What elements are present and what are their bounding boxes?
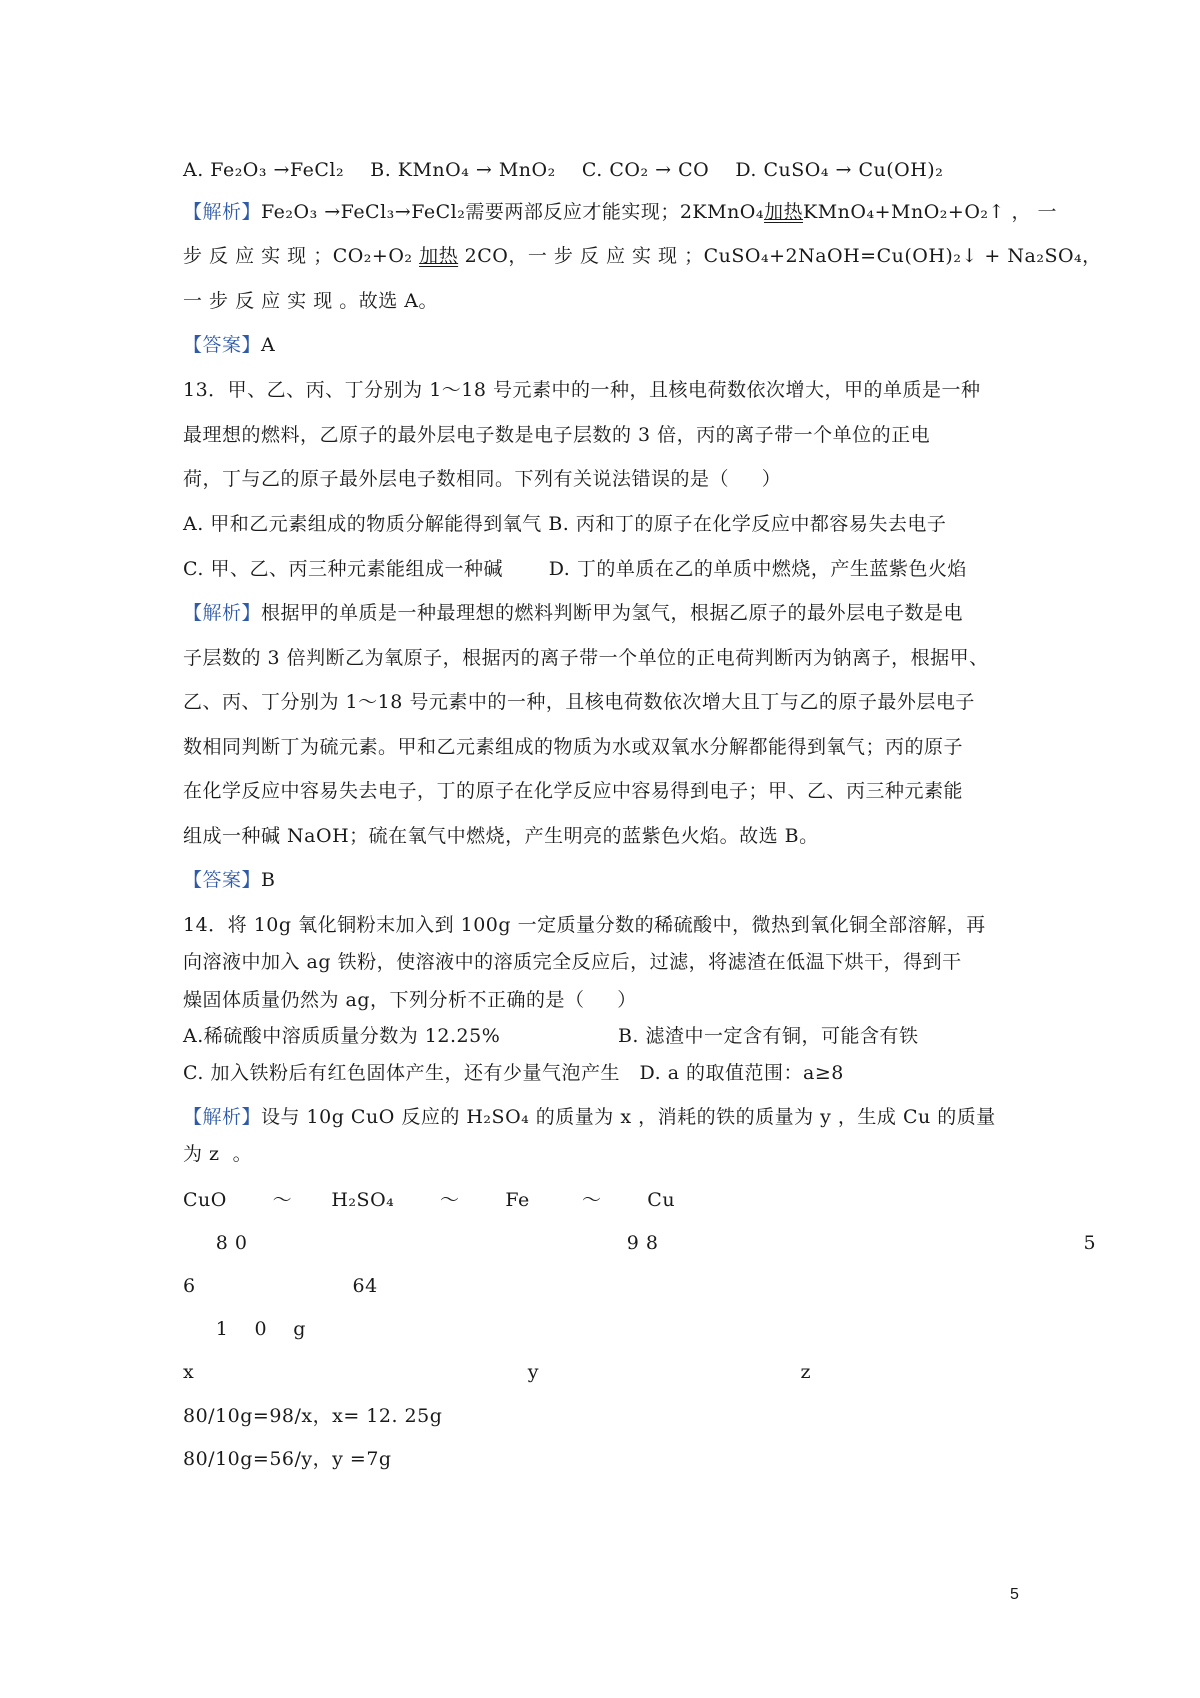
q14-analysis-line-1 — [183, 1105, 996, 1129]
q12-analysis-line-2 — [183, 244, 1102, 268]
q13-stem-line-3: 荷，丁与乙的原子最外层电子数相同。下列有关说法错误的是（ ） — [183, 468, 782, 490]
q13-answer — [183, 868, 275, 892]
q14-calc-line-2: 80/10g=56/y，y =7g — [183, 1448, 392, 1470]
q13-analysis-line-1 — [183, 601, 963, 625]
q13-analysis-line-5: 在化学反应中容易失去电子，丁的原子在化学反应中容易得到电子；甲、乙、丙三种元素能 — [183, 780, 964, 802]
q14-mass-row-a: 8 0 9 8 5 — [183, 1232, 1097, 1254]
q14-variable-row: x y z — [183, 1361, 812, 1383]
heat-condition: 加热 — [419, 245, 459, 267]
answer-value: B — [261, 869, 276, 891]
heat-condition: 加热 — [764, 201, 804, 223]
q14-options-ab: A.稀硫酸中溶质质量分数为 12.25% B. 滤渣中一定含有铜，可能含有铁 — [183, 1025, 919, 1047]
analysis-text: KMnO₄+MnO₂+O₂↑ ， 一 — [803, 201, 1058, 223]
q13-analysis-line-4: 数相同判断丁为硫元素。甲和乙元素组成的物质为水或双氧水分解都能得到氧气；丙的原子 — [183, 736, 964, 758]
q13-stem-line-1: 13．甲、乙、丙、丁分别为 1～18 号元素中的一种，且核电荷数依次增大，甲的单质是一种 — [183, 379, 981, 401]
analysis-text: 设与 10g CuO 反应的 H₂SO₄ 的质量为 x ，消耗的铁的质量为 y ，生成 Cu 的质量 — [261, 1106, 996, 1128]
q12-answer — [183, 333, 275, 357]
answer-value: A — [261, 334, 276, 356]
q14-equation-row: CuO ～ H₂SO₄ ～ Fe ～ Cu — [183, 1189, 676, 1211]
analysis-tag: 【解析】 — [183, 201, 262, 223]
q14-mass-row-b: 6 64 — [183, 1275, 378, 1297]
q14-stem-line-3: 燥固体质量仍然为 ag，下列分析不正确的是（ ） — [183, 989, 637, 1011]
q12-options: A. Fe₂O₃ →FeCl₂ B. KMnO₄ → MnO₂ C. CO₂ → CO D. CuSO₄ → Cu(OH)₂ — [183, 159, 944, 181]
analysis-text: 2CO，一 步 反 应 实 现 ；CuSO₄+2NaOH=Cu(OH)₂↓ + Na₂SO₄， — [458, 245, 1102, 267]
page-number: 5 — [1010, 1586, 1019, 1603]
analysis-text: 步 反 应 实 现 ；CO₂+O₂ — [183, 245, 420, 267]
q13-analysis-line-2: 子层数的 3 倍判断乙为氧原子，根据丙的离子带一个单位的正电荷判断丙为钠离子，根据甲、 — [183, 647, 989, 669]
q14-stem-line-1: 14．将 10g 氧化铜粉末加入到 100g 一定质量分数的稀硫酸中，微热到氧化铜全部溶解，再 — [183, 914, 986, 936]
answer-tag: 【答案】 — [183, 334, 262, 356]
q13-analysis-line-6: 组成一种碱 NaOH；硫在氧气中燃烧，产生明亮的蓝紫色火焰。故选 B。 — [183, 825, 819, 847]
analysis-tag: 【解析】 — [183, 1106, 262, 1128]
q12-analysis-line-1 — [183, 200, 1057, 224]
analysis-text: 根据甲的单质是一种最理想的燃料判断甲为氢气，根据乙原子的最外层电子数是电 — [261, 602, 964, 624]
q14-analysis-line-2: 为 z 。 — [183, 1143, 253, 1165]
q14-stem-line-2: 向溶液中加入 ag 铁粉，使溶液中的溶质完全反应后，过滤，将滤渣在低温下烘干，得到干 — [183, 951, 962, 973]
q13-stem-line-2: 最理想的燃料，乙原子的最外层电子数是电子层数的 3 倍，丙的离子带一个单位的正电 — [183, 424, 931, 446]
analysis-tag: 【解析】 — [183, 602, 262, 624]
q12-analysis-line-3: 一 步 反 应 实 现 。故选 A。 — [183, 290, 438, 312]
q13-options-cd: C. 甲、乙、丙三种元素能组成一种碱 D. 丁的单质在乙的单质中燃烧，产生蓝紫色火焰 — [183, 558, 967, 580]
q14-known-row: 1 0 g — [183, 1318, 306, 1340]
q13-options-ab: A. 甲和乙元素组成的物质分解能得到氧气 B. 丙和丁的原子在化学反应中都容易失去电子 — [183, 513, 947, 535]
q14-calc-line-1: 80/10g=98/x，x= 12. 25g — [183, 1405, 443, 1427]
q14-options-cd: C. 加入铁粉后有红色固体产生，还有少量气泡产生 D. a 的取值范围：a≥8 — [183, 1062, 844, 1084]
q13-analysis-line-3: 乙、丙、丁分别为 1～18 号元素中的一种，且核电荷数依次增大且丁与乙的原子最外层电子 — [183, 691, 975, 713]
analysis-text: Fe₂O₃ →FeCl₃→FeCl₂需要两部反应才能实现；2KMnO₄ — [261, 201, 764, 223]
answer-tag: 【答案】 — [183, 869, 262, 891]
